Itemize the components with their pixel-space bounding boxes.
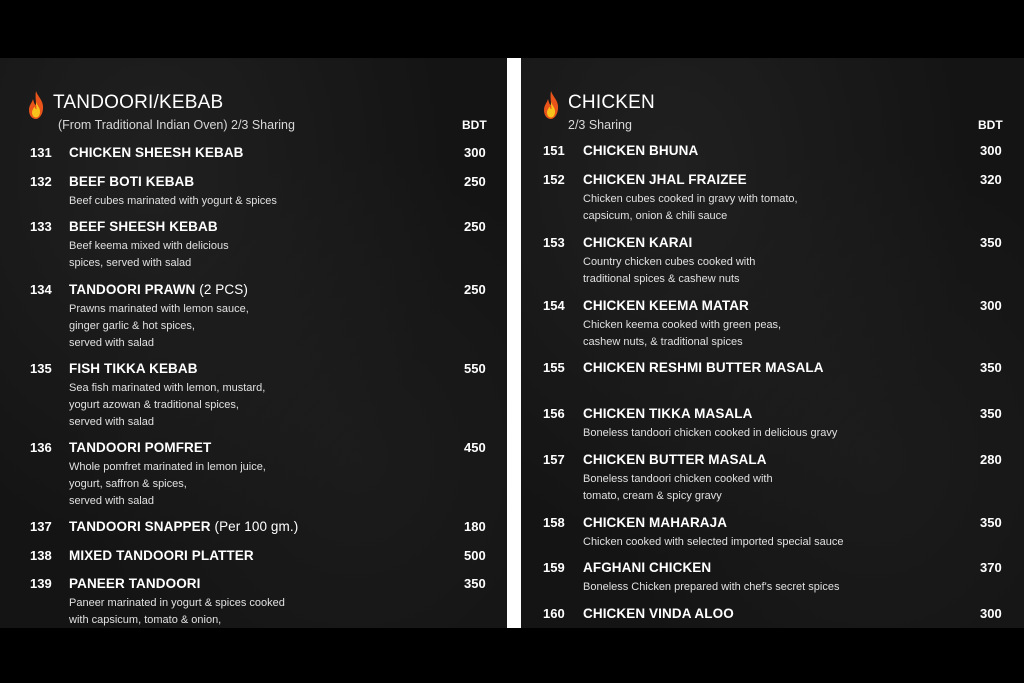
item-name-text: PANEER TANDOORI [69, 576, 201, 591]
item-name [583, 172, 747, 187]
item-number: 159 [543, 560, 565, 575]
item-name [69, 548, 254, 563]
item-name-text: TANDOORI SNAPPER [69, 519, 211, 534]
item-name-text: CHICKEN BHUNA [583, 143, 699, 158]
item-description-line: Beef keema mixed with delicious [69, 240, 229, 252]
item-description-line: capsicum, onion & chili sauce [583, 210, 728, 222]
item-description-line: Sea fish marinated with lemon, mustard, [69, 382, 266, 394]
item-number: 160 [543, 606, 565, 621]
item-price: 350 [980, 515, 1002, 530]
item-name [583, 298, 749, 313]
flame-icon [27, 90, 45, 120]
currency-label: BDT [978, 118, 1003, 132]
item-description-line: traditional spices & cashew nuts [583, 273, 740, 285]
item-name [583, 406, 753, 421]
item-description-line: served with salad [69, 495, 154, 507]
item-number: 135 [30, 361, 52, 376]
item-description-line: Whole pomfret marinated in lemon juice, [69, 461, 266, 473]
item-number: 153 [543, 235, 565, 250]
item-name-text: CHICKEN KEEMA MATAR [583, 298, 749, 313]
item-number: 156 [543, 406, 565, 421]
item-price: 320 [980, 172, 1002, 187]
item-description-line: Chicken cooked with selected imported special sauce [583, 536, 844, 548]
item-description-line: tomato, cream & spicy gravy [583, 490, 722, 502]
item-description-line: with capsicum, tomato & onion, [69, 614, 222, 626]
item-name-text: MIXED TANDOORI PLATTER [69, 548, 254, 563]
item-name-text: CHICKEN TIKKA MASALA [583, 406, 753, 421]
item-name [583, 235, 692, 250]
item-price: 450 [464, 440, 486, 455]
item-number: 132 [30, 174, 52, 189]
item-price: 180 [464, 519, 486, 534]
item-price: 300 [980, 143, 1002, 158]
item-name-text: CHICKEN RESHMI BUTTER MASALA [583, 360, 824, 375]
item-name [583, 360, 824, 375]
item-price: 370 [980, 560, 1002, 575]
item-name-text: TANDOORI POMFRET [69, 440, 212, 455]
item-name [583, 452, 767, 467]
item-name-text: BEEF BOTI KEBAB [69, 174, 195, 189]
tandoori-kebab-panel [0, 58, 507, 628]
item-name-text: CHICKEN SHEESH KEBAB [69, 145, 244, 160]
section-title: TANDOORI/KEBAB [53, 92, 224, 113]
item-name [69, 219, 218, 234]
item-name-text: CHICKEN JHAL FRAIZEE [583, 172, 747, 187]
item-name-text: FISH TIKKA KEBAB [69, 361, 198, 376]
item-name-text: CHICKEN KARAI [583, 235, 693, 250]
item-description-line: Chicken keema cooked with green peas, [583, 319, 782, 331]
item-name-text: AFGHANI CHICKEN [583, 560, 712, 575]
item-description-line: Prawns marinated with lemon sauce, [69, 303, 249, 315]
item-description-line: cashew nuts, & traditional spices [583, 336, 743, 348]
section-subtitle: (From Traditional Indian Oven) 2/3 Sharing [58, 118, 295, 132]
item-price: 350 [464, 576, 486, 591]
item-number: 139 [30, 576, 52, 591]
section-subtitle: 2/3 Sharing [568, 118, 632, 132]
item-price: 350 [980, 406, 1002, 421]
item-name-text: CHICKEN BUTTER MASALA [583, 452, 767, 467]
item-name [69, 282, 248, 297]
item-name [69, 519, 298, 534]
item-name [69, 361, 198, 376]
item-number: 138 [30, 548, 52, 563]
item-number: 157 [543, 452, 565, 467]
item-price: 280 [980, 452, 1002, 467]
chicken-panel [521, 58, 1024, 628]
item-name-text: BEEF SHEESH KEBAB [69, 219, 218, 234]
item-name-text: TANDOORI PRAWN [69, 282, 196, 297]
item-description-line: Boneless tandoori chicken cooked with [583, 473, 773, 485]
item-name-text: CHICKEN VINDA ALOO [583, 606, 734, 621]
flame-icon [542, 90, 560, 120]
item-description-line: Beef cubes marinated with yogurt & spices [69, 195, 277, 207]
item-name [69, 145, 244, 160]
item-number: 131 [30, 145, 52, 160]
item-price: 500 [464, 548, 486, 563]
item-name [583, 143, 698, 158]
section-title: CHICKEN [568, 92, 655, 113]
item-description-line: served with salad [69, 416, 154, 428]
item-price: 300 [980, 606, 1002, 621]
item-number: 154 [543, 298, 565, 313]
item-number: 158 [543, 515, 565, 530]
item-description-line: yogurt azowan & traditional spices, [69, 399, 239, 411]
item-price: 250 [464, 174, 486, 189]
item-number: 137 [30, 519, 52, 534]
item-price: 300 [464, 145, 486, 160]
item-number: 151 [543, 143, 565, 158]
item-name [583, 515, 727, 530]
item-number: 134 [30, 282, 52, 297]
item-number: 152 [543, 172, 565, 187]
item-portion-note: (2 PCS) [195, 282, 248, 297]
item-description-line: Paneer marinated in yogurt & spices cooked [69, 597, 285, 609]
item-description-line: ginger garlic & hot spices, [69, 320, 195, 332]
item-description-line: yogurt, saffron & spices, [69, 478, 187, 490]
item-portion-note: (Per 100 gm.) [210, 519, 299, 534]
item-description-line: Country chicken cubes cooked with [583, 256, 756, 268]
item-name [69, 174, 194, 189]
currency-label: BDT [462, 118, 487, 132]
item-name [69, 440, 211, 455]
item-name [583, 606, 734, 621]
panel-divider [507, 58, 521, 628]
item-description-line: Chicken cubes cooked in gravy with tomato, [583, 193, 798, 205]
item-name [69, 576, 201, 591]
item-price: 350 [980, 235, 1002, 250]
item-description-line: Boneless Chicken prepared with chef's secret spices [583, 581, 840, 593]
item-price: 350 [980, 360, 1002, 375]
item-price: 250 [464, 282, 486, 297]
item-price: 300 [980, 298, 1002, 313]
item-description-line: Boneless tandoori chicken cooked in delicious gravy [583, 427, 838, 439]
item-price: 550 [464, 361, 486, 376]
item-description-line: served with salad [69, 337, 154, 349]
item-number: 155 [543, 360, 565, 375]
item-price: 250 [464, 219, 486, 234]
item-number: 136 [30, 440, 52, 455]
item-name [583, 560, 711, 575]
item-number: 133 [30, 219, 52, 234]
item-description-line: spices, served with salad [69, 257, 192, 269]
item-name-text: CHICKEN MAHARAJA [583, 515, 728, 530]
